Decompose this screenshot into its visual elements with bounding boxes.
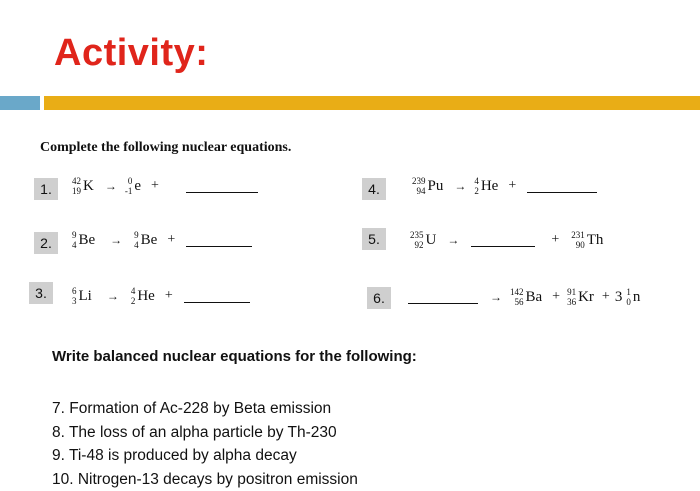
equation-6 (404, 287, 643, 307)
atomic-number: 94 (416, 186, 426, 196)
nuclide-potassium (72, 176, 94, 196)
reaction-arrow: → (106, 288, 119, 303)
answer-blank[interactable] (471, 234, 535, 247)
mass-number: 142 (510, 287, 524, 297)
plus-sign: + (552, 289, 561, 304)
nuclide-plutonium (412, 176, 443, 196)
element-symbol: Ba (525, 288, 543, 305)
problem-number-3: 3. (29, 282, 53, 304)
element-symbol: K (83, 177, 94, 194)
element-symbol: Pu (427, 177, 444, 194)
atomic-number: 3 (72, 296, 77, 306)
section-subheading: Write balanced nuclear equations for the following: (52, 348, 417, 365)
answer-blank[interactable] (408, 291, 478, 304)
answer-blank[interactable] (527, 180, 597, 193)
element-symbol: Kr (578, 288, 594, 305)
mass-number: 1 (626, 287, 631, 297)
page-title: Activity: (54, 32, 209, 74)
nuclide-beryllium (72, 230, 95, 250)
nuclide-uranium (410, 230, 436, 250)
equation-5 (410, 230, 606, 250)
reaction-arrow: → (490, 289, 502, 304)
atomic-number: 0 (626, 297, 631, 307)
nuclide-helium (131, 286, 155, 306)
list-item: 8. The loss of an alpha particle by Th-230 (52, 423, 337, 441)
accent-bar-blue (0, 96, 40, 110)
task-list (52, 397, 358, 491)
problem-number-5: 5. (362, 228, 386, 250)
atomic-number: 36 (567, 297, 577, 307)
element-symbol: Be (140, 231, 158, 248)
list-item: 10. Nitrogen-13 decays by positron emission (52, 470, 358, 488)
reaction-arrow: → (110, 232, 123, 247)
element-symbol: Th (586, 231, 604, 248)
atomic-number: 92 (414, 240, 424, 250)
mass-number: 4 (474, 176, 479, 186)
answer-blank[interactable] (186, 234, 252, 247)
element-symbol: Be (78, 231, 96, 248)
list-item: 7. Formation of Ac-228 by Beta emission (52, 400, 332, 417)
mass-number: 239 (412, 176, 426, 186)
nuclide-neutron (626, 287, 640, 307)
mass-number: 9 (134, 230, 139, 240)
reaction-arrow: → (454, 178, 467, 193)
equation-3 (72, 286, 254, 306)
mass-number: 9 (72, 230, 77, 240)
answer-blank[interactable] (186, 180, 258, 193)
atomic-number: 56 (514, 297, 524, 307)
plus-sign: + (151, 178, 159, 193)
element-symbol: Li (78, 287, 92, 304)
mass-number: 42 (72, 176, 81, 186)
mass-number: 0 (127, 176, 133, 186)
nuclide-beryllium (134, 230, 157, 250)
nuclide-krypton (567, 287, 594, 307)
element-symbol: He (137, 287, 155, 304)
equation-1 (72, 176, 262, 196)
atomic-number: 2 (474, 186, 479, 196)
instructions-heading: Complete the following nuclear equations. (40, 140, 292, 155)
element-symbol: U (425, 231, 437, 248)
atomic-number: 2 (130, 296, 136, 306)
answer-blank[interactable] (184, 290, 250, 303)
atomic-number: 19 (72, 186, 81, 196)
problem-number-2: 2. (34, 232, 58, 254)
nuclide-thorium (571, 230, 603, 250)
plus-sign: + (551, 232, 560, 247)
mass-number: 4 (130, 286, 136, 296)
nuclide-helium (474, 176, 498, 196)
mass-number: 235 (410, 230, 424, 240)
element-symbol: He (480, 177, 499, 194)
atomic-number: 90 (575, 240, 585, 250)
nuclide-lithium (72, 286, 92, 306)
element-symbol: e (134, 177, 142, 194)
plus-sign: + (508, 178, 517, 193)
reaction-arrow: → (447, 232, 460, 247)
coefficient: 3 (614, 288, 623, 305)
equation-4 (412, 176, 601, 196)
problem-number-1: 1. (34, 178, 58, 200)
reaction-arrow: → (104, 178, 117, 193)
plus-sign: + (167, 232, 176, 247)
mass-number: 6 (72, 286, 77, 296)
atomic-number: 4 (72, 240, 77, 250)
list-item: 9. Ti-48 is produced by alpha decay (52, 447, 297, 464)
atomic-number: -1 (124, 186, 133, 196)
element-symbol: n (632, 288, 641, 305)
problem-number-4: 4. (362, 178, 386, 200)
plus-sign: + (601, 289, 610, 304)
mass-number: 231 (571, 230, 585, 240)
problem-number-6: 6. (367, 287, 391, 309)
nuclide-electron (125, 176, 141, 196)
nuclide-barium (510, 287, 542, 307)
mass-number: 91 (567, 287, 577, 297)
atomic-number: 4 (134, 240, 139, 250)
equation-2 (72, 230, 256, 250)
accent-bar-gold (44, 96, 700, 110)
plus-sign: + (164, 288, 173, 303)
